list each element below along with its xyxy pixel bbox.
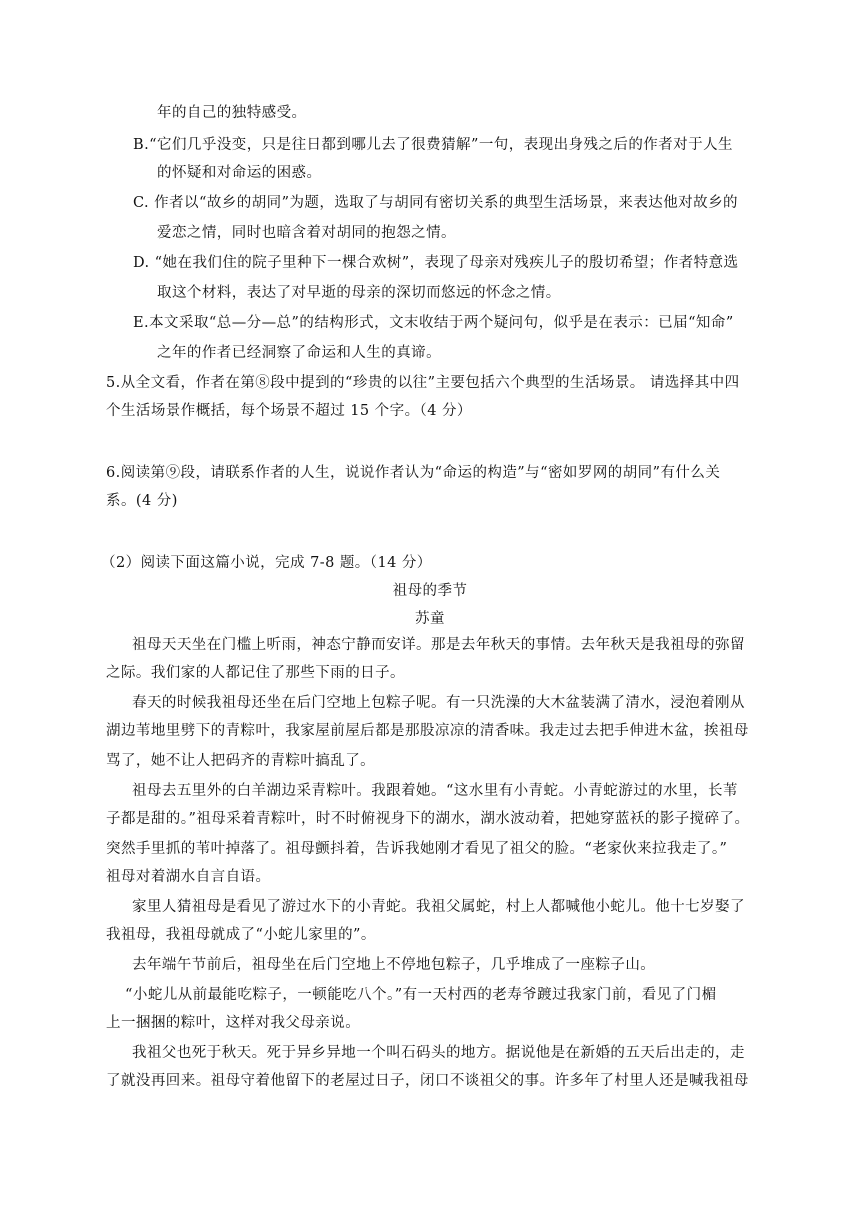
- story-line: 去年端午节前后，祖母坐在后门空地上不停地包粽子，几乎堆成了一座粽子山。: [132, 957, 656, 973]
- option-e-line-1: E.本文采取“总—分—总”的结构形式，文末收结于两个疑问句，似乎是在表示：已届“知命”: [133, 315, 734, 331]
- question-6-line-2: 系。(4 分): [106, 493, 178, 509]
- story-author: 苏童: [415, 611, 445, 627]
- option-b-line-2: 的怀疑和对命运的困惑。: [157, 165, 322, 181]
- story-line: 我祖父也死于秋天。死于异乡异地一个叫石码头的地方。据说他是在新婚的五天后出走的，走: [132, 1045, 745, 1061]
- question-5-line-1: 5.从全文看，作者在第⑧段中提到的“珍贵的以往”主要包括六个典型的生活场景。 请选择其中四: [106, 375, 740, 391]
- story-line: 家里人猜祖母是看见了游过水下的小青蛇。我祖父属蛇，村上人都喊他小蛇儿。他十七岁娶了: [132, 899, 745, 915]
- story-line: 春天的时候我祖母还坐在后门空地上包粽子呢。有一只洗澡的大木盆装满了清水，浸泡着刚从: [132, 695, 745, 711]
- option-d-line-1: D. “她在我们住的院子里种下一棵合欢树”，表现了母亲对残疾儿子的殷切希望；作者特意选: [133, 255, 739, 271]
- option-b-line-1: B.“它们几乎没变，只是往日都到哪儿去了很费猜解”一句，表现出身残之后的作者对于人生: [133, 137, 733, 153]
- question-6-line-1: 6.阅读第⑨段，请联系作者的人生，说说作者认为“命运的构造”与“密如罗网的胡同”有什么关: [106, 465, 721, 481]
- story-line: 之际。我们家的人都记住了那些下雨的日子。: [106, 665, 405, 681]
- story-line: 了就没再回来。祖母守着他留下的老屋过日子，闭口不谈祖父的事。许多年了村里人还是喊我祖母: [106, 1073, 749, 1089]
- story-line: 突然手里抓的苇叶掉落了。祖母颤抖着，告诉我她刚才看见了祖父的脸。“老家伙来拉我走了。”: [106, 841, 728, 857]
- option-e-line-2: 之年的作者已经洞察了命运和人生的真谛。: [157, 345, 442, 361]
- story-title: 祖母的季节: [392, 583, 468, 599]
- story-line: 我祖母，我祖母就成了“小蛇儿家里的”。: [106, 927, 376, 943]
- option-d-line-2: 取这个材料，表达了对早逝的母亲的深切而悠远的怀念之情。: [157, 285, 561, 301]
- story-line: 子都是甜的。”祖母采着青粽叶，时不时俯视身下的湖水，湖水波动着，把她穿蓝袄的影子搅碎了。: [106, 811, 750, 827]
- story-line: 骂了，她不让人把码齐的青粽叶搞乱了。: [106, 753, 376, 769]
- story-line: 湖边苇地里劈下的青粽叶，我家屋前屋后都是那股凉凉的清香味。我走过去把手伸进木盆，挨祖母: [106, 723, 749, 739]
- section-2-intro: （2）阅读下面这篇小说，完成 7-8 题。（14 分）: [101, 555, 432, 571]
- option-a-continuation: 年的自己的独特感受。: [157, 105, 307, 121]
- question-5-line-2: 个生活场景作概括，每个场景不超过 15 个字。（4 分）: [106, 403, 472, 419]
- story-line: 祖母去五里外的白羊湖边采青粽叶。我跟着她。“这水里有小青蛇。小青蛇游过的水里，长苇: [132, 783, 738, 799]
- story-line: 祖母对着湖水自言自语。: [106, 869, 271, 885]
- option-c-line-2: 爱恋之情，同时也暗含着对胡同的抱怨之情。: [157, 225, 456, 241]
- story-line: 祖母天天坐在门槛上听雨，神态宁静而安详。那是去年秋天的事情。去年秋天是我祖母的弥留: [132, 637, 745, 653]
- story-line: “小蛇儿从前最能吃粽子，一顿能吃八个。”有一天村西的老寿爷踱过我家门前，看见了门楣: [125, 987, 717, 1003]
- option-c-line-1: C. 作者以“故乡的胡同”为题，选取了与胡同有密切关系的典型生活场景，来表达他对故乡的: [133, 195, 738, 211]
- story-line: 上一捆捆的粽叶，这样对我父母亲说。: [106, 1015, 361, 1031]
